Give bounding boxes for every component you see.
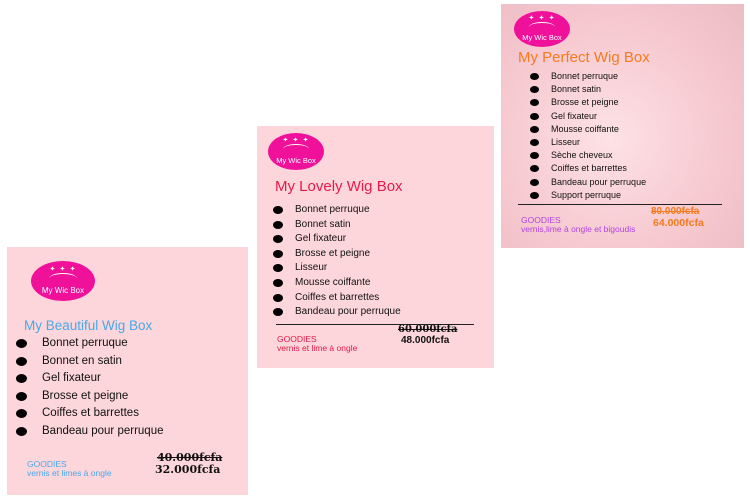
item-label: Lisseur [295, 262, 328, 274]
list-item [273, 247, 401, 262]
item-label: Mousse coiffante [295, 276, 371, 288]
wig-silhouette-icon [49, 273, 77, 284]
goodies-text: vernis et lime à ongle [277, 343, 358, 354]
bullet-icon [530, 152, 539, 159]
goodies-text: vernis,lime à ongle et bigoudis [521, 224, 636, 235]
divider [518, 204, 722, 205]
list-item [16, 388, 164, 406]
item-label: Coiffes et barrettes [295, 291, 380, 303]
wig-box-card-beautiful [7, 247, 248, 495]
item-label: Bonnet satin [551, 84, 602, 95]
list-item [530, 110, 646, 123]
item-label: Bonnet en satin [42, 354, 122, 367]
list-item [530, 83, 646, 96]
list-item [16, 335, 164, 353]
bullet-icon [530, 126, 539, 133]
goodies-note [521, 216, 646, 235]
item-list [530, 70, 646, 202]
new-price: 32.000fcfa [155, 463, 221, 476]
list-item [530, 70, 646, 83]
list-item [273, 232, 401, 247]
bullet-icon [16, 357, 27, 366]
wig-box-card-perfect [501, 4, 744, 248]
list-item [530, 123, 646, 136]
bullet-icon [273, 206, 283, 214]
item-list [16, 335, 164, 441]
card-title: My Perfect Wig Box [518, 49, 650, 66]
stars-icon: ✦ ✦ ✦ [282, 136, 310, 144]
item-label: Coiffes et barrettes [42, 407, 139, 420]
bullet-icon [530, 165, 539, 172]
item-label: Bonnet satin [295, 218, 351, 230]
bullet-icon [273, 279, 283, 287]
list-item [273, 203, 401, 218]
old-price: 80.000fcfa [651, 206, 700, 217]
goodies-label: GOODIES [27, 459, 67, 469]
bullet-icon [530, 99, 539, 106]
list-item [530, 176, 646, 189]
goodies-note [277, 335, 407, 354]
bullet-icon [530, 192, 539, 199]
list-item [530, 96, 646, 109]
old-price: 60.000fcfa [398, 324, 458, 335]
brand-logo [268, 133, 324, 170]
goodies-label: GOODIES [277, 334, 317, 344]
list-item [16, 423, 164, 441]
list-item [273, 218, 401, 233]
item-label: Bonnet perruque [295, 204, 370, 215]
bullet-icon [16, 374, 27, 383]
stars-icon: ✦ ✦ ✦ [528, 14, 556, 22]
card-title: My Beautiful Wig Box [24, 318, 153, 333]
bullet-icon [273, 221, 283, 229]
item-label: Bandeau pour perruque [551, 176, 647, 187]
list-item [530, 136, 646, 149]
list-item [16, 405, 164, 423]
new-price: 64.000fcfa [653, 217, 704, 229]
list-item [530, 149, 646, 162]
item-label: Mousse coiffante [551, 123, 619, 134]
wig-silhouette-icon [283, 144, 309, 154]
item-label: Brosse et peigne [295, 247, 371, 259]
list-item [530, 189, 646, 202]
bullet-icon [530, 73, 539, 80]
bullet-icon [530, 139, 539, 146]
bullet-icon [530, 86, 539, 93]
logo-text: My Wic Box [41, 286, 85, 295]
item-label: Bandeau pour perruque [42, 424, 164, 437]
item-label: Bonnet perruque [42, 337, 128, 349]
goodies-note [27, 460, 167, 479]
list-item [273, 305, 401, 320]
wig-silhouette-icon [529, 22, 555, 32]
new-price: 48.000fcfa [401, 335, 450, 346]
item-label: Gel fixateur [551, 110, 598, 121]
bullet-icon [16, 392, 27, 401]
logo-text: My Wic Box [276, 156, 316, 165]
goodies-text: vernis et limes à ongle [27, 468, 112, 479]
bullet-icon [273, 294, 283, 302]
item-label: Gel fixateur [42, 372, 101, 385]
item-label: Gel fixateur [295, 233, 347, 245]
item-label: Bonnet perruque [551, 71, 619, 81]
item-label: Sèche cheveux [551, 150, 613, 161]
item-list [273, 203, 401, 320]
bullet-icon [16, 409, 27, 418]
bullet-icon [530, 113, 539, 120]
list-item [16, 353, 164, 371]
bullet-icon [273, 235, 283, 243]
item-label: Brosse et peigne [42, 389, 129, 402]
old-price: 40.000fcfa [157, 451, 223, 464]
goodies-label: GOODIES [521, 215, 561, 225]
card-title: My Lovely Wig Box [275, 178, 403, 195]
brand-logo [514, 11, 570, 47]
wig-box-card-lovely [257, 126, 494, 368]
logo-text: My Wic Box [522, 33, 562, 42]
bullet-icon [530, 179, 539, 186]
list-item [530, 162, 646, 175]
list-item [273, 276, 401, 291]
item-label: Brosse et peigne [551, 97, 619, 108]
bullet-icon [16, 339, 27, 348]
item-label: Support perruque [551, 189, 622, 200]
item-label: Coiffes et barrettes [551, 163, 627, 174]
list-item [273, 291, 401, 306]
item-label: Bandeau pour perruque [295, 306, 401, 318]
brand-logo [31, 261, 95, 301]
list-item [16, 370, 164, 388]
bullet-icon [273, 308, 283, 316]
bullet-icon [273, 250, 283, 258]
list-item [273, 261, 401, 276]
item-label: Lisseur [551, 136, 581, 147]
bullet-icon [16, 427, 27, 436]
bullet-icon [273, 264, 283, 272]
stars-icon: ✦ ✦ ✦ [49, 265, 77, 273]
